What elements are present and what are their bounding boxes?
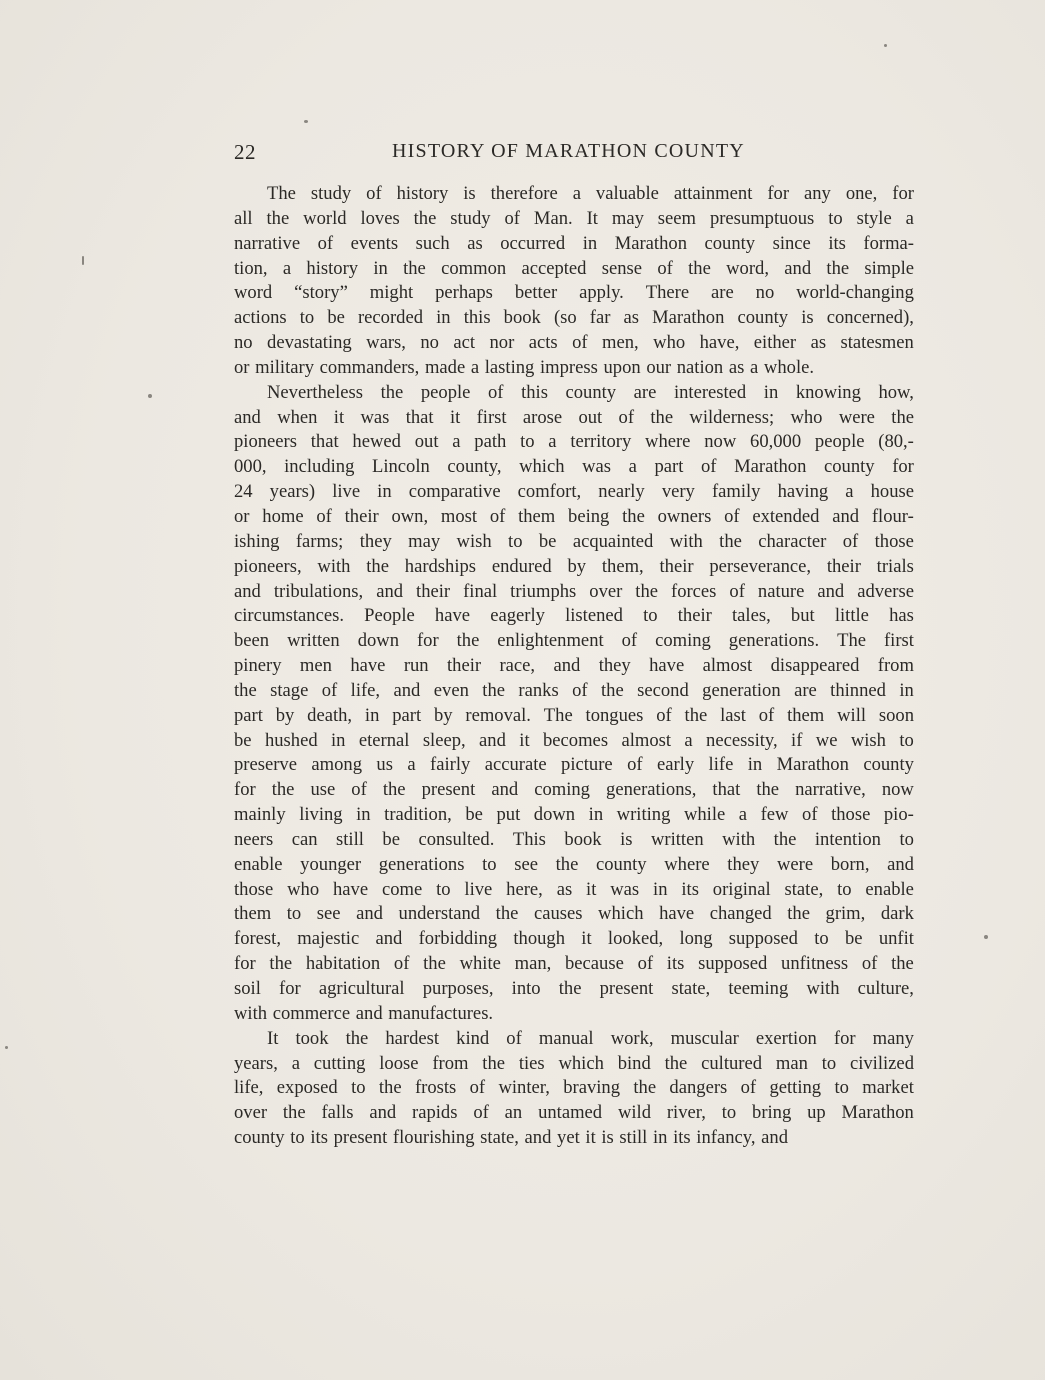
text-line: be hushed in eternal sleep, and it becomes almost a necessity, if we wish to: [234, 729, 914, 751]
text-line: or home of their own, most of them being the owners of extended and flour-: [234, 505, 914, 527]
text-line: pinery men have run their race, and they have almost disappeared from: [234, 655, 914, 677]
text-line: narrative of events such as occurred in Marathon county since its forma-: [234, 232, 914, 254]
text-line: enable younger generations to see the county where they were born, and: [234, 853, 914, 875]
scan-speck: [148, 394, 152, 398]
text-line: county to its present flourishing state, and yet it is still in its infancy, and: [234, 1127, 788, 1149]
text-line: It took the hardest kind of manual work, muscular exertion for many: [267, 1027, 914, 1049]
text-line: mainly living in tradition, be put down in writing while a few of those pio-: [234, 804, 914, 826]
text-line: ishing farms; they may wish to be acquainted with the character of those: [234, 530, 914, 552]
text-line: part by death, in part by removal. The tongues of the last of them will soon: [234, 704, 914, 726]
text-line: forest, majestic and forbidding though it looked, long supposed to be unfit: [234, 928, 914, 950]
text-line: Nevertheless the people of this county are interested in knowing how,: [267, 381, 914, 403]
scan-speck: [5, 1046, 8, 1049]
text-line: tion, a history in the common accepted sense of the word, and the simple: [234, 257, 914, 279]
paragraph: [234, 1027, 914, 1151]
text-line: those who have come to live here, as it was in its original state, to enable: [234, 878, 914, 900]
text-line: or military commanders, made a lasting impress upon our nation as a whole.: [234, 356, 815, 378]
text-line: all the world loves the study of Man. It may seem presumptuous to style a: [234, 207, 914, 229]
text-line: soil for agricultural purposes, into the present state, teeming with culture,: [234, 978, 914, 999]
text-line: for the use of the present and coming generations, that the narrative, now: [234, 779, 914, 801]
paragraph: [234, 182, 914, 381]
text-line: preserve among us a fairly accurate picture of early life in Marathon county: [234, 754, 914, 776]
text-line: The study of history is therefore a valuable attainment for any one, for: [267, 183, 914, 204]
text-line: 000, including Lincoln county, which was a part of Marathon county for: [234, 456, 914, 478]
text-line: and when it was that it first arose out of the wilderness; who were the: [234, 406, 914, 428]
text-line: word “story” might perhaps better apply. There are no world-changing: [234, 282, 914, 304]
text-line: pioneers that hewed out a path to a territory where now 60,000 people (80,-: [234, 431, 914, 453]
scan-speck: [984, 935, 988, 939]
scan-speck: [82, 256, 84, 265]
text-line: circumstances. People have eagerly listened to their tales, but little has: [234, 605, 914, 627]
text-line: for the habitation of the white man, because of its supposed unfitness of the: [234, 953, 914, 975]
text-line: no devastating wars, no act nor acts of men, who have, either as statesmen: [234, 332, 914, 354]
text-line: and tribulations, and their final triumphs over the forces of nature and adverse: [234, 580, 914, 602]
page-number: 22: [234, 140, 256, 164]
paragraph: [234, 381, 914, 1027]
text-line: life, exposed to the frosts of winter, braving the dangers of getting to market: [234, 1077, 914, 1099]
text-line: pioneers, with the hardships endured by them, their perseverance, their trials: [234, 555, 914, 577]
text-line: neers can still be consulted. This book is written with the intention to: [234, 828, 914, 850]
text-line: with commerce and manufactures.: [234, 1002, 494, 1024]
text-line: them to see and understand the causes which have changed the grim, dark: [234, 903, 914, 925]
body-text: [234, 182, 914, 1151]
text-line: 24 years) live in comparative comfort, nearly very family having a house: [234, 481, 914, 503]
text-line: been written down for the enlightenment of coming generations. The first: [234, 630, 914, 652]
text-line: the stage of life, and even the ranks of the second generation are thinned in: [234, 679, 914, 701]
text-line: over the falls and rapids of an untamed wild river, to bring up Marathon: [234, 1102, 914, 1124]
scan-speck: [304, 120, 308, 123]
running-head: HISTORY OF MARATHON COUNTY: [392, 140, 745, 162]
scan-speck: [884, 44, 887, 47]
page-header: [234, 140, 914, 166]
text-line: years, a cutting loose from the ties which bind the cultured man to civilized: [234, 1052, 914, 1074]
text-line: actions to be recorded in this book (so far as Marathon county is concerned),: [234, 307, 914, 329]
